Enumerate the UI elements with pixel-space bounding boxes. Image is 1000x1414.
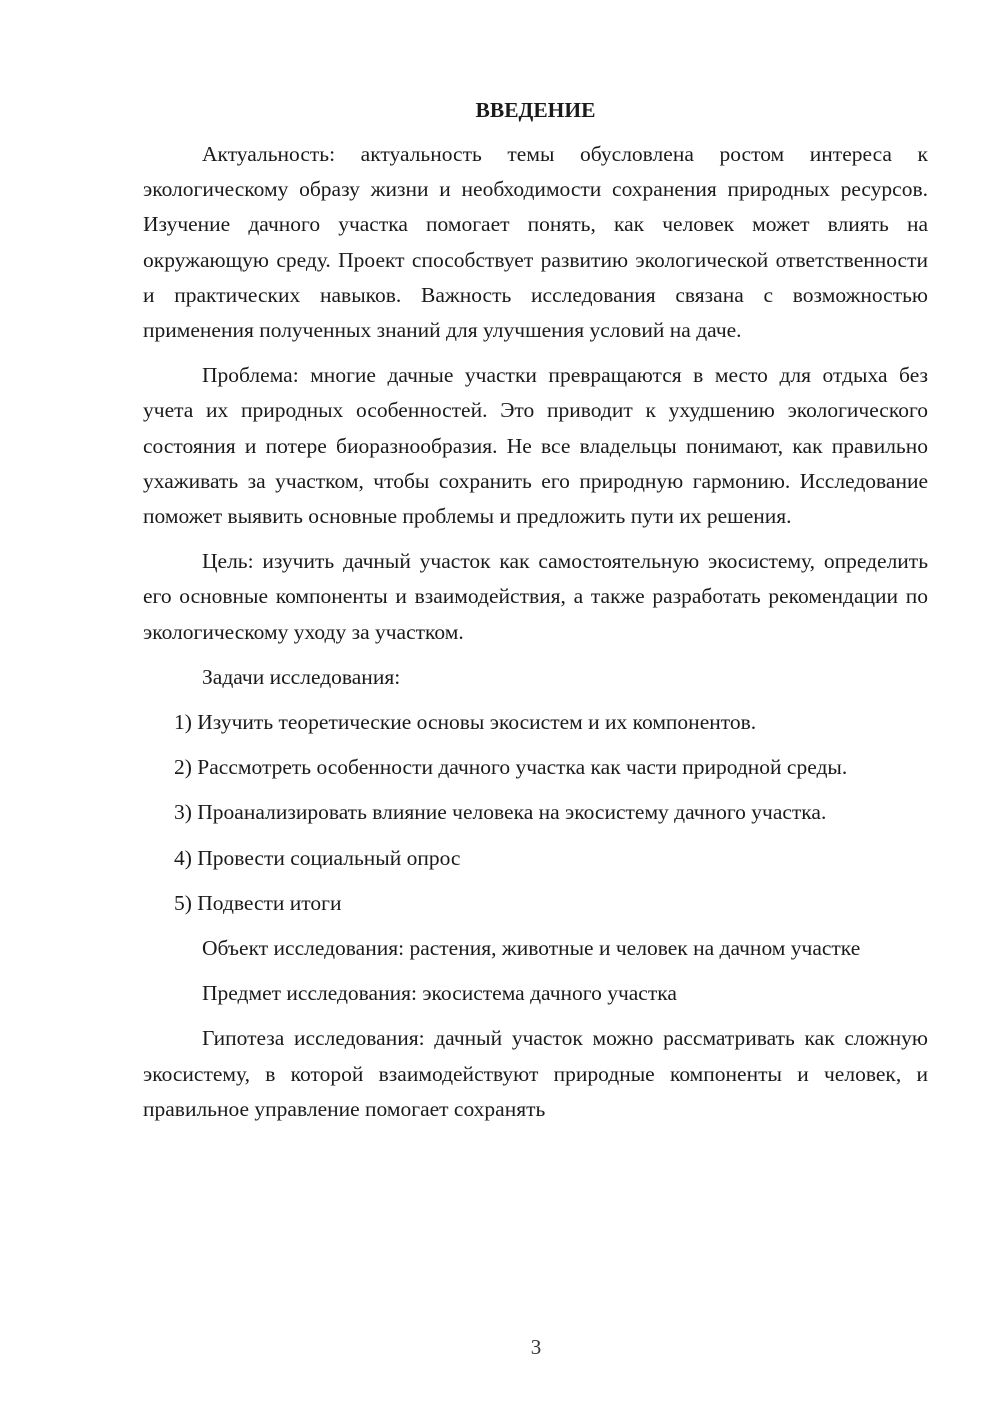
paragraph-subject: Предмет исследования: экосистема дачного участка xyxy=(202,981,677,1006)
task-item-3: 3) Проанализировать влияние человека на экосистему дачного участка. xyxy=(174,800,827,825)
paragraph-hypothesis: Гипотеза исследования: дачный участок можно рассматривать как сложную экосистему, в которой взаимодействуют природные компоненты и человек, и правильное управление помогает сохранять xyxy=(143,1026,928,1121)
paragraph-relevance: Актуальность: актуальность темы обусловлена ростом интереса к экологическому образу жизни и необходимости сохранения природных ресурсов. Изучение дачного участка помогает понять, как человек может влиять на окружающую среду. Проект способствует развитию экологической ответственности и практических навыков. Важность исследования связана с возможностью применения полученных знаний для улучшения условий на даче. xyxy=(143,142,928,343)
document-body xyxy=(143,93,928,1137)
task-item-5: 5) Подвести итоги xyxy=(174,890,342,915)
paragraph-object: Объект исследования: растения, животные и человек на дачном участке xyxy=(202,936,861,961)
paragraph-problem: Проблема: многие дачные участки превращаются в место для отдыха без учета их природных особенностей. Это приводит к ухудшению экологического состояния и потере биоразнообразия. Не все владельцы понимают, как правильно ухаживать за участком, чтобы сохранить его природную гармонию. Исследование поможет выявить основные проблемы и предложить пути их решения. xyxy=(143,363,928,529)
section-title: ВВЕДЕНИЕ xyxy=(475,98,596,122)
paragraph-goal: Цель: изучить дачный участок как самостоятельную экосистему, определить его основные компоненты и взаимодействия, а также разработать рекомендации по экологическому уходу за участком. xyxy=(143,549,928,644)
page-number: 3 xyxy=(530,1335,542,1359)
task-item-4: 4) Провести социальный опрос xyxy=(174,845,461,870)
tasks-heading: Задачи исследования: xyxy=(202,664,401,689)
task-item-2: 2) Рассмотреть особенности дачного участка как части природной среды. xyxy=(174,755,848,780)
task-item-1: 1) Изучить теоретические основы экосистем и их компонентов. xyxy=(174,710,757,735)
